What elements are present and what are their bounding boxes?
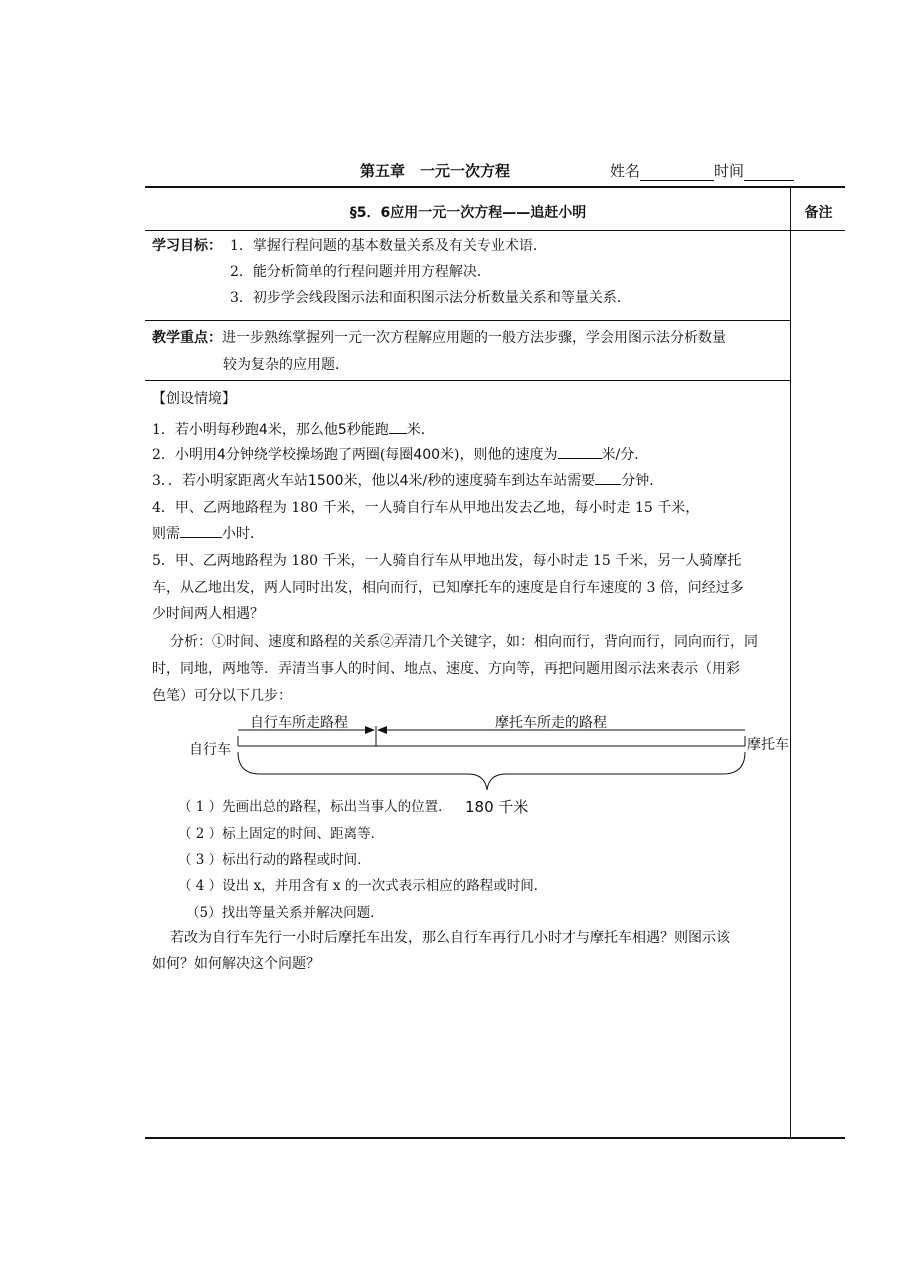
q1-text: 米，那么他 xyxy=(267,422,338,438)
page-header xyxy=(145,160,845,184)
q1-text: 秒能跑 xyxy=(346,422,389,438)
question-3 xyxy=(152,469,784,493)
keypoints-line2: 较为复杂的应用题． xyxy=(223,357,349,373)
step-item: （ 4 ）设出 x，并用含有 x 的一次式表示相应的路程或时间． xyxy=(178,878,548,894)
q3-text: 米/秒的速度骑车到达车站需要 xyxy=(408,473,596,489)
total-distance-label: 180 千米 xyxy=(465,798,529,816)
question-5-line2: 车，从乙地出发，两人同时出发，相向而行，已知摩托车的速度是自行车速度的 3 倍，问经过多 xyxy=(152,580,744,596)
question-5-line1: 5．甲、乙两地路程为 180 千米，一人骑自行车从甲地出发，每小时走 15 千米，另一人骑摩托 xyxy=(152,553,742,569)
q1-value: 5 xyxy=(337,422,347,438)
bike-path-label: 自行车所走路程 xyxy=(250,715,348,731)
q3-value: 4 xyxy=(399,473,409,489)
moto-path-label: 摩托车所走的路程 xyxy=(495,715,607,731)
analysis-line1: 分析：①时间、速度和路程的关系②弄清几个关键字，如：相向而行，背向而行，同向而行，同 xyxy=(170,634,758,650)
q2-value: 400 xyxy=(413,447,441,463)
analysis-line3: 色笔）可分以下几步： xyxy=(152,688,292,704)
q1-text: 1．若小明每秒跑 xyxy=(152,422,259,438)
answer-blank[interactable] xyxy=(180,522,222,538)
q2-text: 米)，则他的速度为 xyxy=(440,447,558,463)
q1-text: 米． xyxy=(406,422,435,438)
objectives-label: 学习目标： xyxy=(152,238,222,254)
table-bottom-border xyxy=(145,1137,845,1139)
question-1 xyxy=(152,418,784,442)
followup-line1: 若改为自行车先行一小时后摩托车出发，那么自行车再行几小时才与摩托车相遇？则图示该 xyxy=(170,930,730,946)
objective-item: 3．初步学会线段图示法和面积图示法分析数量关系和等量关系． xyxy=(230,290,631,306)
q4-text: 则需 xyxy=(152,526,180,542)
q1-value: 4 xyxy=(258,422,268,438)
question-5-line3: 少时间两人相遇？ xyxy=(152,606,264,622)
keypoints-divider xyxy=(145,380,791,381)
name-blank[interactable] xyxy=(640,165,714,181)
step-item: （5）找出等量关系并解决问题． xyxy=(186,905,384,921)
bike-arrowhead xyxy=(365,726,375,734)
title-row-divider xyxy=(145,230,845,231)
step-item: （ 3 ）标出行动的路程或时间． xyxy=(178,852,371,868)
name-label: 姓名 xyxy=(610,162,641,180)
moto-arrowhead xyxy=(377,726,387,734)
time-blank[interactable] xyxy=(744,165,794,181)
q3-value: 1500 xyxy=(307,473,344,489)
total-distance-brace xyxy=(238,752,745,790)
objective-item: 1．掌握行程问题的基本数量关系及有关专业术语． xyxy=(230,238,547,254)
step-item: （ 1 ）先画出总的路程，标出当事人的位置． xyxy=(178,799,452,815)
analysis-line2: 时，同地，两地等．弄清当事人的时间、地点、速度、方向等，再把问题用图示法来表示（用彩 xyxy=(152,661,740,677)
keypoints-line xyxy=(152,328,788,348)
q2-text: 2．小明用 xyxy=(152,447,217,463)
scenario-heading: 【创设情境】 xyxy=(152,391,236,407)
table-top-border xyxy=(145,186,845,188)
remarks-column-divider xyxy=(790,187,791,1138)
chapter-title: 第五章 一元一次方程 xyxy=(360,162,511,180)
q4-text: 小时． xyxy=(222,526,264,542)
question-4-line1: 4．甲、乙两地路程为 180 千米，一人骑自行车从甲地出发去乙地，每小时走 15 千米， xyxy=(152,500,700,516)
q2-text: 米/分． xyxy=(601,447,649,463)
q2-text: 分钟绕学校操场跑了两圈(每圈 xyxy=(225,447,414,463)
objective-item: 2．能分析简单的行程问题并用方程解决． xyxy=(230,264,491,280)
q3-text: 米，他以 xyxy=(343,473,400,489)
time-label: 时间 xyxy=(714,162,745,180)
followup-line2: 如何？如何解决这个问题？ xyxy=(152,956,320,972)
q3-text: 分钟． xyxy=(621,473,664,489)
keypoints-label: 教学重点： xyxy=(152,330,222,346)
name-time-fields xyxy=(610,160,794,181)
keypoints-text: 进一步熟练掌握列一元一次方程解应用题的一般方法步骤，学会用图示法分析数量 xyxy=(222,330,726,346)
q2-value: 4 xyxy=(216,447,226,463)
answer-blank[interactable] xyxy=(389,418,407,434)
objectives-divider xyxy=(145,320,791,321)
question-2 xyxy=(152,443,784,467)
question-4-line2 xyxy=(152,522,784,546)
remarks-header: 备注 xyxy=(804,205,833,221)
answer-blank[interactable] xyxy=(558,443,602,459)
step-item: （ 2 ）标上固定的时间、距离等． xyxy=(178,826,385,842)
answer-blank[interactable] xyxy=(595,469,621,485)
section-title: §5．6应用一元一次方程——追赶小明 xyxy=(349,205,587,221)
q3-text: 3．．若小明家距离火车站 xyxy=(152,473,308,489)
bike-label: 自行车 xyxy=(189,742,231,758)
moto-label: 摩托车 xyxy=(747,737,789,753)
